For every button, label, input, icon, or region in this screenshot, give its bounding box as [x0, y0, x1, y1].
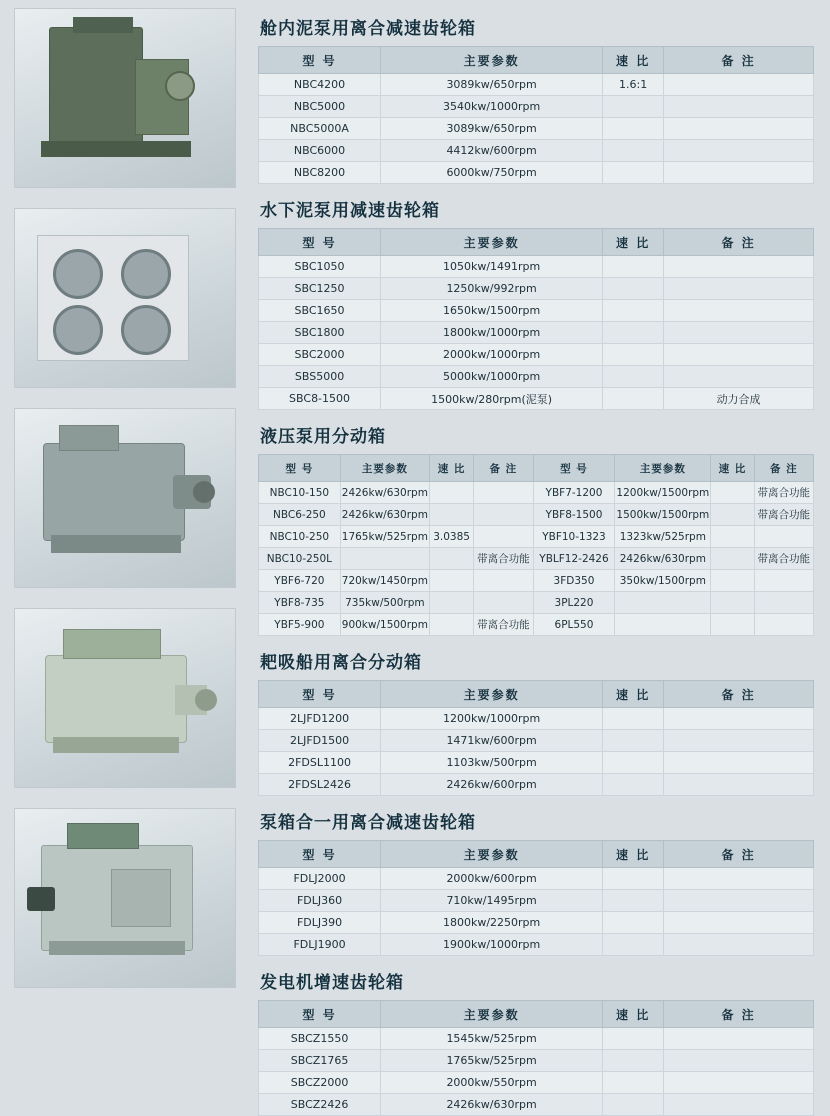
cell-ratio	[603, 140, 664, 162]
product-photo-5	[14, 808, 236, 988]
cell-param: 1103kw/500rpm	[381, 752, 603, 774]
cell-note	[474, 526, 533, 548]
header-param: 主要参数	[381, 229, 603, 256]
table-row	[259, 96, 814, 118]
cell-note	[664, 934, 814, 956]
cell-ratio	[603, 388, 664, 410]
cell-ratio	[603, 322, 664, 344]
cell-ratio-2	[711, 482, 754, 504]
cell-note	[474, 482, 533, 504]
cell-model: 2FDSL1100	[259, 752, 381, 774]
machine-flange-icon	[195, 689, 217, 711]
cell-param: 1050kw/1491rpm	[381, 256, 603, 278]
cell-note-2: 带离合功能	[754, 548, 813, 570]
cell-param: 1900kw/1000rpm	[381, 934, 603, 956]
cell-param: 1765kw/525rpm	[340, 526, 429, 548]
table-row	[259, 890, 814, 912]
cell-ratio	[429, 482, 473, 504]
table-row	[259, 322, 814, 344]
gear-wheel-icon	[53, 249, 103, 299]
machine-body-icon	[43, 443, 185, 541]
cell-note	[474, 592, 533, 614]
cell-model: FDLJ1900	[259, 934, 381, 956]
cell-ratio	[603, 890, 664, 912]
cell-param-2: 1500kw/1500rpm	[615, 504, 711, 526]
cell-model: FDLJ360	[259, 890, 381, 912]
cell-note	[664, 162, 814, 184]
cell-ratio	[603, 934, 664, 956]
machine-top-icon	[73, 17, 133, 33]
header-model-2: 型 号	[533, 455, 615, 482]
cell-param-2	[615, 614, 711, 636]
machine-top-icon	[67, 823, 139, 849]
cell-note	[664, 118, 814, 140]
cell-note-2	[754, 592, 813, 614]
header-note: 备 注	[664, 47, 814, 74]
cell-note	[664, 1028, 814, 1050]
cell-ratio-2	[711, 526, 754, 548]
machine-base-icon	[49, 941, 185, 955]
cell-model: SBC1650	[259, 300, 381, 322]
cell-model: NBC6-250	[259, 504, 341, 526]
machine-shaft-icon	[27, 887, 55, 911]
table-row	[259, 482, 814, 504]
table-row	[259, 300, 814, 322]
table-row	[259, 548, 814, 570]
cell-note	[664, 300, 814, 322]
cell-model-2: YBLF12-2426	[533, 548, 615, 570]
cell-note	[664, 366, 814, 388]
table-header-row	[259, 229, 814, 256]
cell-note-2: 带离合功能	[754, 482, 813, 504]
cell-param: 4412kw/600rpm	[381, 140, 603, 162]
table-row	[259, 730, 814, 752]
cell-note	[664, 890, 814, 912]
cell-param: 1471kw/600rpm	[381, 730, 603, 752]
machine-body-icon	[49, 27, 143, 149]
table-row	[259, 1072, 814, 1094]
cell-note	[664, 868, 814, 890]
cell-param-2	[615, 592, 711, 614]
cell-model: SBCZ2000	[259, 1072, 381, 1094]
cell-note	[664, 1072, 814, 1094]
cell-model: NBC4200	[259, 74, 381, 96]
table-row	[259, 526, 814, 548]
cell-note: 带离合功能	[474, 614, 533, 636]
header-note-2: 备 注	[754, 455, 813, 482]
cell-note	[664, 74, 814, 96]
table-row	[259, 344, 814, 366]
cell-param: 5000kw/1000rpm	[381, 366, 603, 388]
header-model: 型 号	[259, 47, 381, 74]
header-note: 备 注	[474, 455, 533, 482]
cell-model-2: 3PL220	[533, 592, 615, 614]
header-ratio: 速 比	[603, 229, 664, 256]
section-title: 水下泥泵用减速齿轮箱	[260, 201, 440, 221]
cell-note	[664, 774, 814, 796]
cell-model: SBS5000	[259, 366, 381, 388]
table-row	[259, 570, 814, 592]
cell-param: 900kw/1500rpm	[340, 614, 429, 636]
product-photo-1	[14, 8, 236, 188]
cell-param: 2000kw/550rpm	[381, 1072, 603, 1094]
cell-param: 735kw/500rpm	[340, 592, 429, 614]
cell-ratio	[603, 256, 664, 278]
section-title: 液压泵用分动箱	[260, 427, 386, 447]
section-trailing-suction	[258, 648, 814, 796]
table-header-row	[259, 1001, 814, 1028]
table-header-row	[259, 47, 814, 74]
gear-wheel-icon	[121, 249, 171, 299]
cell-param: 1800kw/2250rpm	[381, 912, 603, 934]
table-header-row	[259, 681, 814, 708]
table-row	[259, 1050, 814, 1072]
cell-ratio: 1.6:1	[603, 74, 664, 96]
header-model: 型 号	[259, 841, 381, 868]
cell-note: 带离合功能	[474, 548, 533, 570]
cell-ratio	[603, 278, 664, 300]
table-row	[259, 912, 814, 934]
cell-model: NBC6000	[259, 140, 381, 162]
cell-note	[664, 140, 814, 162]
machine-base-icon	[41, 141, 191, 157]
header-model: 型 号	[259, 1001, 381, 1028]
header-param-2: 主要参数	[615, 455, 711, 482]
section-cabin-pump	[258, 14, 814, 184]
section-title: 耙吸船用离合分动箱	[260, 653, 422, 673]
cell-ratio-2	[711, 592, 754, 614]
product-image-gallery	[0, 0, 258, 1063]
cell-param: 1545kw/525rpm	[381, 1028, 603, 1050]
table-row	[259, 256, 814, 278]
table-row	[259, 504, 814, 526]
cell-note	[664, 322, 814, 344]
cell-param: 1500kw/280rpm(泥泵)	[381, 388, 603, 410]
table-row	[259, 74, 814, 96]
cell-param: 3089kw/650rpm	[381, 74, 603, 96]
machine-base-icon	[53, 737, 179, 753]
header-param: 主要参数	[381, 681, 603, 708]
cell-model-2: YBF10-1323	[533, 526, 615, 548]
cell-note	[664, 912, 814, 934]
cell-ratio	[603, 96, 664, 118]
cell-model-2: YBF8-1500	[533, 504, 615, 526]
cell-param-2: 1323kw/525rpm	[615, 526, 711, 548]
cell-note	[664, 278, 814, 300]
cell-note-2	[754, 570, 813, 592]
header-ratio: 速 比	[429, 455, 473, 482]
cell-model: SBC2000	[259, 344, 381, 366]
table-row	[259, 708, 814, 730]
cell-ratio	[429, 504, 473, 526]
cell-model: SBCZ2426	[259, 1094, 381, 1116]
spec-table	[258, 46, 814, 184]
cell-ratio	[429, 614, 473, 636]
section-title: 舱内泥泵用离合减速齿轮箱	[260, 19, 476, 39]
cell-model-2: 3FD350	[533, 570, 615, 592]
table-row	[259, 118, 814, 140]
cell-model: FDLJ2000	[259, 868, 381, 890]
table-row	[259, 1094, 814, 1116]
cell-model: NBC5000	[259, 96, 381, 118]
cell-ratio-2	[711, 570, 754, 592]
cell-model-2: YBF7-1200	[533, 482, 615, 504]
cell-model: SBCZ1765	[259, 1050, 381, 1072]
cell-ratio	[603, 1028, 664, 1050]
cell-ratio	[603, 300, 664, 322]
machine-body-icon	[45, 655, 187, 743]
cell-param: 2000kw/1000rpm	[381, 344, 603, 366]
header-model: 型 号	[259, 681, 381, 708]
cell-ratio	[603, 730, 664, 752]
machine-top-icon	[63, 629, 161, 659]
cell-param: 2000kw/600rpm	[381, 868, 603, 890]
gear-wheel-icon	[121, 305, 171, 355]
section-pump-integrated	[258, 808, 814, 956]
cell-param: 1650kw/1500rpm	[381, 300, 603, 322]
header-ratio: 速 比	[603, 841, 664, 868]
spec-table	[258, 228, 814, 410]
header-note: 备 注	[664, 1001, 814, 1028]
cell-note	[664, 730, 814, 752]
header-note: 备 注	[664, 841, 814, 868]
header-note: 备 注	[664, 681, 814, 708]
cell-note-2: 带离合功能	[754, 504, 813, 526]
table-header-row	[259, 455, 814, 482]
header-ratio-2: 速 比	[711, 455, 754, 482]
cell-model: SBC1050	[259, 256, 381, 278]
header-model: 型 号	[259, 455, 341, 482]
machine-base-icon	[51, 535, 181, 553]
cell-ratio	[603, 1072, 664, 1094]
cell-note	[664, 708, 814, 730]
table-header-row	[259, 841, 814, 868]
cell-param: 2426kw/630rpm	[381, 1094, 603, 1116]
cell-note	[664, 752, 814, 774]
cell-ratio	[603, 774, 664, 796]
table-row	[259, 868, 814, 890]
spec-table	[258, 680, 814, 796]
cell-note	[664, 1050, 814, 1072]
header-param: 主要参数	[381, 841, 603, 868]
cell-model-2: 6PL550	[533, 614, 615, 636]
cell-ratio	[603, 344, 664, 366]
cell-param: 3089kw/650rpm	[381, 118, 603, 140]
gear-wheel-icon	[53, 305, 103, 355]
section-underwater-pump	[258, 196, 814, 410]
cell-param: 1250kw/992rpm	[381, 278, 603, 300]
cell-param: 3540kw/1000rpm	[381, 96, 603, 118]
cell-note: 动力合成	[664, 388, 814, 410]
cell-model: NBC10-250L	[259, 548, 341, 570]
cell-model: NBC10-250	[259, 526, 341, 548]
cell-note	[664, 344, 814, 366]
machine-flange-icon	[193, 481, 215, 503]
cell-ratio	[429, 570, 473, 592]
spec-table	[258, 840, 814, 956]
cell-model: 2LJFD1500	[259, 730, 381, 752]
cell-ratio	[429, 592, 473, 614]
cell-ratio-2	[711, 504, 754, 526]
cell-ratio	[429, 548, 473, 570]
cell-ratio	[603, 752, 664, 774]
table-row	[259, 752, 814, 774]
header-ratio: 速 比	[603, 681, 664, 708]
cell-model: SBC1800	[259, 322, 381, 344]
cell-model: 2LJFD1200	[259, 708, 381, 730]
cell-param	[340, 548, 429, 570]
table-row	[259, 140, 814, 162]
header-model: 型 号	[259, 229, 381, 256]
table-row	[259, 592, 814, 614]
cell-ratio-2	[711, 548, 754, 570]
cell-model: YBF6-720	[259, 570, 341, 592]
section-title: 泵箱合一用离合减速齿轮箱	[260, 813, 476, 833]
cell-ratio	[603, 1094, 664, 1116]
cell-note	[474, 504, 533, 526]
header-ratio: 速 比	[603, 1001, 664, 1028]
spec-table	[258, 1000, 814, 1116]
cell-model: NBC8200	[259, 162, 381, 184]
cell-model: NBC10-150	[259, 482, 341, 504]
section-hydraulic-pump	[258, 422, 814, 636]
header-note: 备 注	[664, 229, 814, 256]
cell-model: YBF5-900	[259, 614, 341, 636]
cell-param: 1200kw/1000rpm	[381, 708, 603, 730]
table-row	[259, 388, 814, 410]
section-title: 发电机增速齿轮箱	[260, 973, 404, 993]
table-row	[259, 614, 814, 636]
product-photo-4	[14, 608, 236, 788]
cell-ratio	[603, 912, 664, 934]
header-param: 主要参数	[381, 1001, 603, 1028]
cell-ratio	[603, 162, 664, 184]
cell-ratio	[603, 366, 664, 388]
cell-param: 2426kw/630rpm	[340, 504, 429, 526]
cell-model: NBC5000A	[259, 118, 381, 140]
cell-model: SBC8-1500	[259, 388, 381, 410]
cell-param: 710kw/1495rpm	[381, 890, 603, 912]
cell-model: YBF8-735	[259, 592, 341, 614]
cell-ratio	[603, 708, 664, 730]
header-ratio: 速 比	[603, 47, 664, 74]
machine-flange-icon	[165, 71, 195, 101]
cell-param: 2426kw/630rpm	[340, 482, 429, 504]
cell-param-2: 1200kw/1500rpm	[615, 482, 711, 504]
cell-ratio	[603, 868, 664, 890]
cell-param-2: 2426kw/630rpm	[615, 548, 711, 570]
cell-note	[664, 1094, 814, 1116]
spec-table-dual	[258, 454, 814, 636]
cell-param: 6000kw/750rpm	[381, 162, 603, 184]
cell-note-2	[754, 614, 813, 636]
section-generator-gearbox	[258, 968, 814, 1116]
cell-note	[474, 570, 533, 592]
cell-param: 1765kw/525rpm	[381, 1050, 603, 1072]
cell-ratio	[603, 118, 664, 140]
header-param: 主要参数	[381, 47, 603, 74]
cell-model: SBCZ1550	[259, 1028, 381, 1050]
cell-note	[664, 96, 814, 118]
table-row	[259, 774, 814, 796]
table-row	[259, 1028, 814, 1050]
cell-param-2: 350kw/1500rpm	[615, 570, 711, 592]
cell-ratio-2	[711, 614, 754, 636]
cell-ratio	[603, 1050, 664, 1072]
machine-housing-icon	[111, 869, 171, 927]
table-row	[259, 934, 814, 956]
cell-note-2	[754, 526, 813, 548]
table-row	[259, 162, 814, 184]
cell-ratio: 3.0385	[429, 526, 473, 548]
product-photo-2	[14, 208, 236, 388]
cell-model: 2FDSL2426	[259, 774, 381, 796]
product-photo-3	[14, 408, 236, 588]
cell-param: 720kw/1450rpm	[340, 570, 429, 592]
cell-model: SBC1250	[259, 278, 381, 300]
header-param: 主要参数	[340, 455, 429, 482]
table-row	[259, 278, 814, 300]
machine-top-icon	[59, 425, 119, 451]
specification-tables	[258, 0, 830, 1111]
cell-model: FDLJ390	[259, 912, 381, 934]
table-row	[259, 366, 814, 388]
cell-note	[664, 256, 814, 278]
cell-param: 2426kw/600rpm	[381, 774, 603, 796]
cell-param: 1800kw/1000rpm	[381, 322, 603, 344]
